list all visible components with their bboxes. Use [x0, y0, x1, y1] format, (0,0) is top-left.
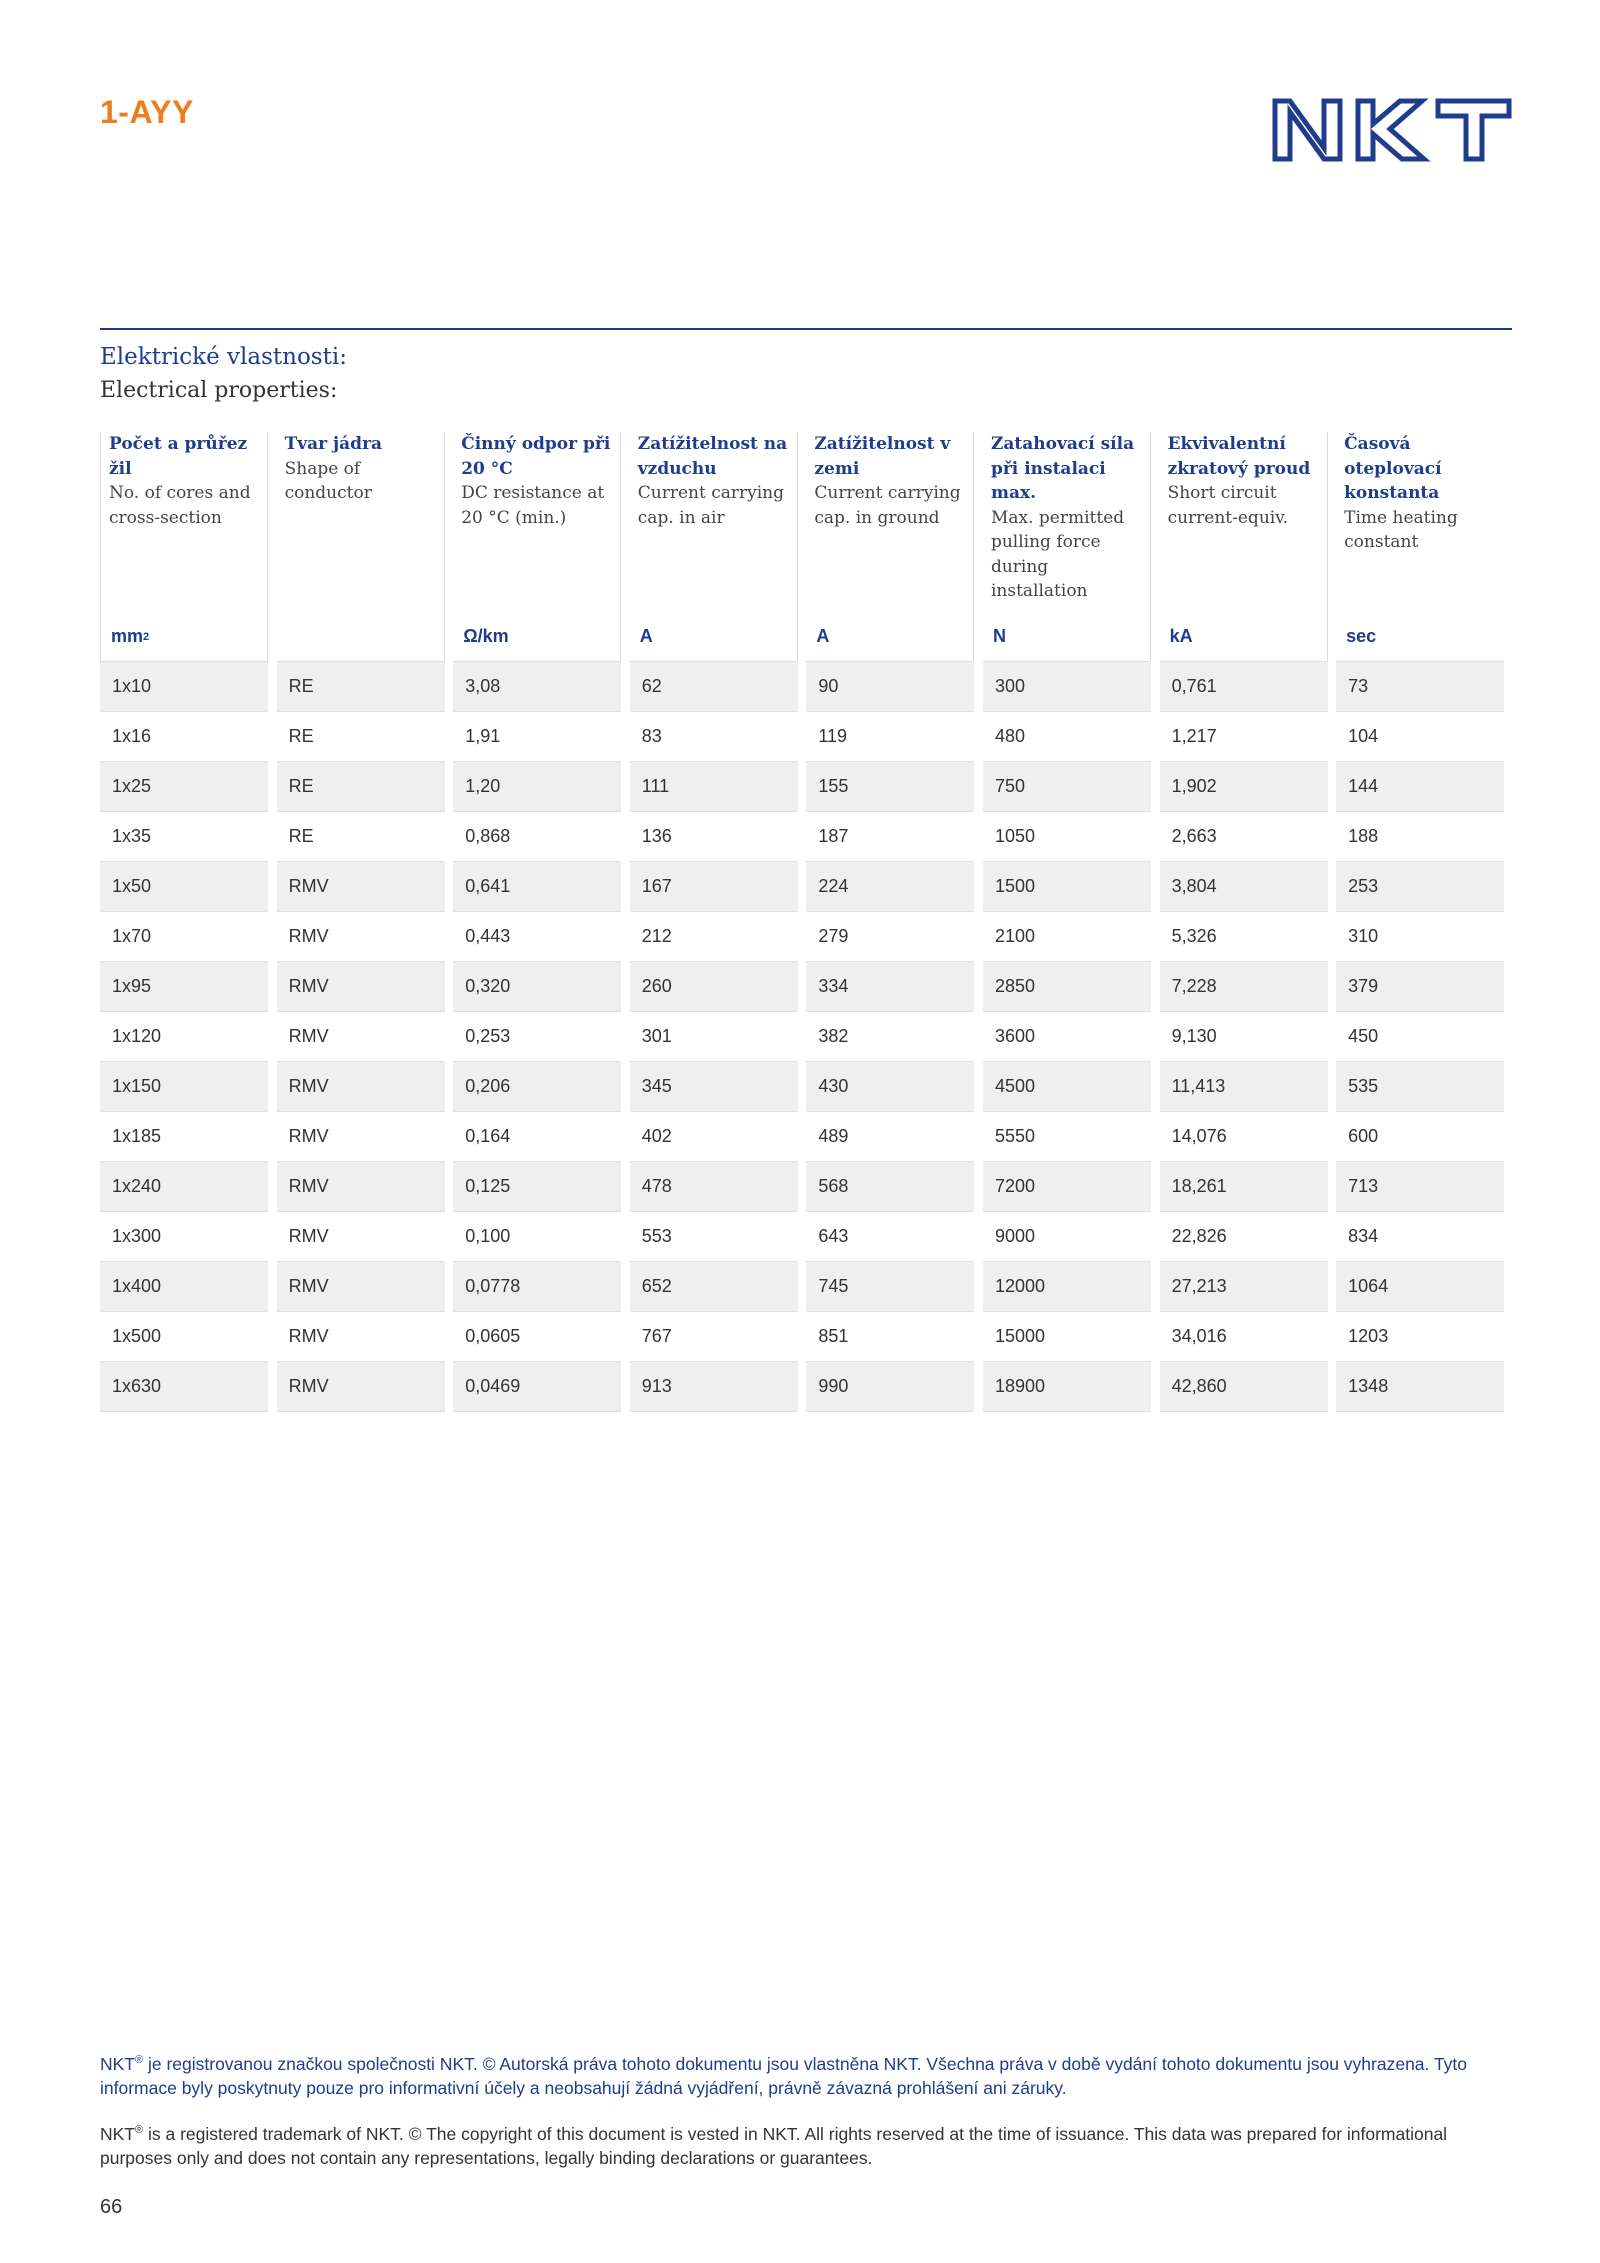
- table-cell: 1064: [1336, 1262, 1504, 1312]
- electrical-properties-table: [100, 432, 1512, 1412]
- table-cell: 568: [806, 1162, 974, 1212]
- table-header-row: [100, 432, 1512, 612]
- column-header-en: Current carrying cap. in air: [637, 483, 785, 528]
- column-header-en: DC resistance at 20 °C (min.): [461, 483, 605, 528]
- table-cell: 1x50: [100, 862, 268, 912]
- table-cell: 1x70: [100, 912, 268, 962]
- table-cell: 480: [983, 712, 1151, 762]
- table-cell: 7,228: [1160, 962, 1328, 1012]
- table-cell: 310: [1336, 912, 1504, 962]
- unit-label: A: [639, 626, 653, 646]
- table-cell: 402: [630, 1112, 798, 1162]
- table-cell: 1,902: [1160, 762, 1328, 812]
- table-cell: 18900: [983, 1362, 1151, 1412]
- unit-label: A: [816, 626, 830, 646]
- column-header: [1160, 432, 1328, 612]
- table-cell: 7200: [983, 1162, 1151, 1212]
- registered-mark: ®: [135, 2054, 144, 2066]
- column-header-cz: Zatahovací síla při instalaci max.: [990, 434, 1135, 503]
- table-cell: 301: [630, 1012, 798, 1062]
- table-cell: RMV: [277, 1162, 445, 1212]
- unit-label: sec: [1346, 626, 1377, 646]
- column-header-en: Current carrying cap. in ground: [814, 483, 961, 528]
- table-cell: 0,0778: [453, 1262, 621, 1312]
- table-cell: 224: [806, 862, 974, 912]
- column-header-en: Time heating constant: [1344, 507, 1458, 552]
- table-row: [100, 1362, 1512, 1412]
- table-cell: 300: [983, 662, 1151, 712]
- registered-mark: ®: [135, 2124, 144, 2136]
- table-cell: 253: [1336, 862, 1504, 912]
- unit-label: kA: [1169, 626, 1193, 646]
- column-header-cz: Tvar jádra: [284, 434, 383, 454]
- table-cell: 144: [1336, 762, 1504, 812]
- table-cell: 3,804: [1160, 862, 1328, 912]
- table-cell: 187: [806, 812, 974, 862]
- column-header-en: Max. permitted pulling force during installation: [990, 507, 1125, 601]
- table-cell: 1x150: [100, 1062, 268, 1112]
- table-row: [100, 1212, 1512, 1262]
- table-cell: 155: [806, 762, 974, 812]
- section-subtitle: Electrical properties:: [100, 378, 338, 403]
- table-cell: 27,213: [1160, 1262, 1328, 1312]
- table-cell: 1348: [1336, 1362, 1504, 1412]
- table-cell: 851: [806, 1312, 974, 1362]
- table-cell: 0,868: [453, 812, 621, 862]
- table-cell: 535: [1336, 1062, 1504, 1112]
- column-header: [806, 432, 974, 612]
- table-cell: 136: [630, 812, 798, 862]
- table-cell: 0,0605: [453, 1312, 621, 1362]
- table-cell: 1x25: [100, 762, 268, 812]
- table-cell: 1500: [983, 862, 1151, 912]
- table-body: [100, 662, 1512, 1412]
- table-cell: 18,261: [1160, 1162, 1328, 1212]
- table-cell: 11,413: [1160, 1062, 1328, 1112]
- table-cell: 12000: [983, 1262, 1151, 1312]
- table-cell: 90: [806, 662, 974, 712]
- table-cell: RMV: [277, 1212, 445, 1262]
- table-cell: 1x95: [100, 962, 268, 1012]
- table-cell: RMV: [277, 1362, 445, 1412]
- column-unit: [806, 612, 974, 662]
- column-header-cz: Ekvivalentní zkratový proud: [1167, 434, 1311, 479]
- footer-note-en: [100, 2118, 1500, 2170]
- table-cell: RMV: [277, 1062, 445, 1112]
- table-cell: 0,761: [1160, 662, 1328, 712]
- table-cell: 379: [1336, 962, 1504, 1012]
- table-cell: 1x400: [100, 1262, 268, 1312]
- table-cell: 4500: [983, 1062, 1151, 1112]
- column-header: [630, 432, 798, 612]
- table-unit-row: [100, 612, 1512, 662]
- table-cell: 713: [1336, 1162, 1504, 1212]
- column-header: [277, 432, 445, 612]
- table-cell: 478: [630, 1162, 798, 1212]
- table-cell: 15000: [983, 1312, 1151, 1362]
- column-unit: [1160, 612, 1328, 662]
- table-cell: 334: [806, 962, 974, 1012]
- column-header-cz: Počet a průřez žil: [109, 434, 248, 479]
- table-row: [100, 1262, 1512, 1312]
- column-header-en: No. of cores and cross-section: [109, 483, 251, 528]
- table-cell: RE: [277, 812, 445, 862]
- table-row: [100, 912, 1512, 962]
- table-cell: 553: [630, 1212, 798, 1262]
- section-title: Elektrické vlastnosti:: [100, 344, 347, 370]
- table-cell: RMV: [277, 912, 445, 962]
- table-cell: 9000: [983, 1212, 1151, 1262]
- table-cell: 1x240: [100, 1162, 268, 1212]
- table-cell: 1,91: [453, 712, 621, 762]
- table-cell: RMV: [277, 962, 445, 1012]
- table-cell: 1,20: [453, 762, 621, 812]
- table-cell: 9,130: [1160, 1012, 1328, 1062]
- table-cell: 750: [983, 762, 1151, 812]
- column-header-en: Short circuit current-equiv.: [1167, 483, 1289, 528]
- nkt-logo: [1272, 98, 1512, 162]
- footer-brand: NKT: [100, 2123, 135, 2144]
- table-cell: 0,320: [453, 962, 621, 1012]
- table-cell: 1x35: [100, 812, 268, 862]
- unit-superscript: 2: [143, 630, 150, 643]
- section-divider: [100, 328, 1512, 330]
- table-cell: 14,076: [1160, 1112, 1328, 1162]
- table-cell: 834: [1336, 1212, 1504, 1262]
- column-header-cz: Zatížitelnost v zemi: [814, 434, 951, 479]
- table-cell: 0,206: [453, 1062, 621, 1112]
- footer-text: is a registered trademark of NKT. © The copyright of this document is vested in NKT. All rights reserved at the time of issuance. This data was prepared for informational purposes only and does not contain any representations, legally binding declarations or guarantees.: [100, 2123, 1448, 2168]
- table-cell: RE: [277, 662, 445, 712]
- table-cell: 0,443: [453, 912, 621, 962]
- unit-label: N: [992, 626, 1006, 646]
- document-title: 1-AYY: [100, 94, 194, 130]
- table-cell: 1x185: [100, 1112, 268, 1162]
- table-cell: 0,641: [453, 862, 621, 912]
- column-header: [983, 432, 1151, 612]
- table-cell: 1x16: [100, 712, 268, 762]
- table-cell: 1x500: [100, 1312, 268, 1362]
- column-header-en: Shape of conductor: [284, 458, 372, 503]
- column-header: [453, 432, 621, 612]
- table-cell: 913: [630, 1362, 798, 1412]
- column-header-cz: Zatížitelnost na vzduchu: [637, 434, 788, 479]
- column-unit: [983, 612, 1151, 662]
- table-cell: 745: [806, 1262, 974, 1312]
- table-cell: 382: [806, 1012, 974, 1062]
- table-cell: 0,125: [453, 1162, 621, 1212]
- table-cell: RE: [277, 712, 445, 762]
- table-cell: 34,016: [1160, 1312, 1328, 1362]
- footer-brand: NKT: [100, 2053, 135, 2074]
- table-cell: 0,0469: [453, 1362, 621, 1412]
- column-unit: [630, 612, 798, 662]
- column-unit: [1336, 612, 1504, 662]
- table-cell: 1x630: [100, 1362, 268, 1412]
- table-cell: 0,100: [453, 1212, 621, 1262]
- table-row: [100, 1062, 1512, 1112]
- table-cell: 652: [630, 1262, 798, 1312]
- table-cell: RMV: [277, 1262, 445, 1312]
- table-cell: 3,08: [453, 662, 621, 712]
- footer-text: je registrovanou značkou společnosti NKT. © Autorská práva tohoto dokumentu jsou vlastněna NKT. Všechna práva v době vydání tohoto dokumentu jsou vyhrazena. Tyto informace byly poskytnuty pouze pro informativní účely a neobsahují žádná vyjádření, právně závazná prohlášení ani záruky.: [100, 2053, 1468, 2098]
- table-cell: 22,826: [1160, 1212, 1328, 1262]
- table-row: [100, 812, 1512, 862]
- table-cell: 188: [1336, 812, 1504, 862]
- table-cell: 2850: [983, 962, 1151, 1012]
- column-header: [100, 432, 268, 612]
- column-header: [1336, 432, 1504, 612]
- table-cell: 0,164: [453, 1112, 621, 1162]
- column-header-cz: Činný odpor při 20 °C: [461, 434, 611, 479]
- table-cell: 600: [1336, 1112, 1504, 1162]
- table-cell: RMV: [277, 1012, 445, 1062]
- table-cell: 2100: [983, 912, 1151, 962]
- table-cell: 450: [1336, 1012, 1504, 1062]
- table-cell: 42,860: [1160, 1362, 1328, 1412]
- table-cell: 990: [806, 1362, 974, 1412]
- table-cell: 5550: [983, 1112, 1151, 1162]
- unit-label: Ω/km: [463, 626, 509, 646]
- table-cell: 643: [806, 1212, 974, 1262]
- column-unit: [100, 612, 268, 662]
- table-cell: 430: [806, 1062, 974, 1112]
- table-row: [100, 1112, 1512, 1162]
- table-cell: 489: [806, 1112, 974, 1162]
- table-cell: 1x300: [100, 1212, 268, 1262]
- table-row: [100, 662, 1512, 712]
- table-cell: 3600: [983, 1012, 1151, 1062]
- table-cell: 1x10: [100, 662, 268, 712]
- table-cell: 73: [1336, 662, 1504, 712]
- table-row: [100, 962, 1512, 1012]
- table-row: [100, 862, 1512, 912]
- table-row: [100, 1162, 1512, 1212]
- table-cell: 111: [630, 762, 798, 812]
- table-cell: RMV: [277, 862, 445, 912]
- table-row: [100, 1012, 1512, 1062]
- table-cell: 1203: [1336, 1312, 1504, 1362]
- table-cell: RE: [277, 762, 445, 812]
- page-number: 66: [100, 2196, 123, 2218]
- table-cell: 767: [630, 1312, 798, 1362]
- table-cell: 2,663: [1160, 812, 1328, 862]
- table-cell: 345: [630, 1062, 798, 1112]
- table-cell: 212: [630, 912, 798, 962]
- table-row: [100, 712, 1512, 762]
- table-cell: RMV: [277, 1112, 445, 1162]
- column-unit: [453, 612, 621, 662]
- table-cell: 83: [630, 712, 798, 762]
- table-cell: 1x120: [100, 1012, 268, 1062]
- table-cell: 5,326: [1160, 912, 1328, 962]
- table-cell: RMV: [277, 1312, 445, 1362]
- table-row: [100, 762, 1512, 812]
- unit-label: mm: [111, 626, 144, 646]
- table-cell: 279: [806, 912, 974, 962]
- table-row: [100, 1312, 1512, 1362]
- table-cell: 167: [630, 862, 798, 912]
- table-cell: 119: [806, 712, 974, 762]
- table-cell: 260: [630, 962, 798, 1012]
- table-cell: 0,253: [453, 1012, 621, 1062]
- table-cell: 1050: [983, 812, 1151, 862]
- column-unit: [277, 612, 445, 662]
- column-header-cz: Časová oteplovací konstanta: [1344, 434, 1442, 503]
- table-cell: 104: [1336, 712, 1504, 762]
- table-cell: 62: [630, 662, 798, 712]
- footer-note-cz: [100, 2048, 1500, 2100]
- table-cell: 1,217: [1160, 712, 1328, 762]
